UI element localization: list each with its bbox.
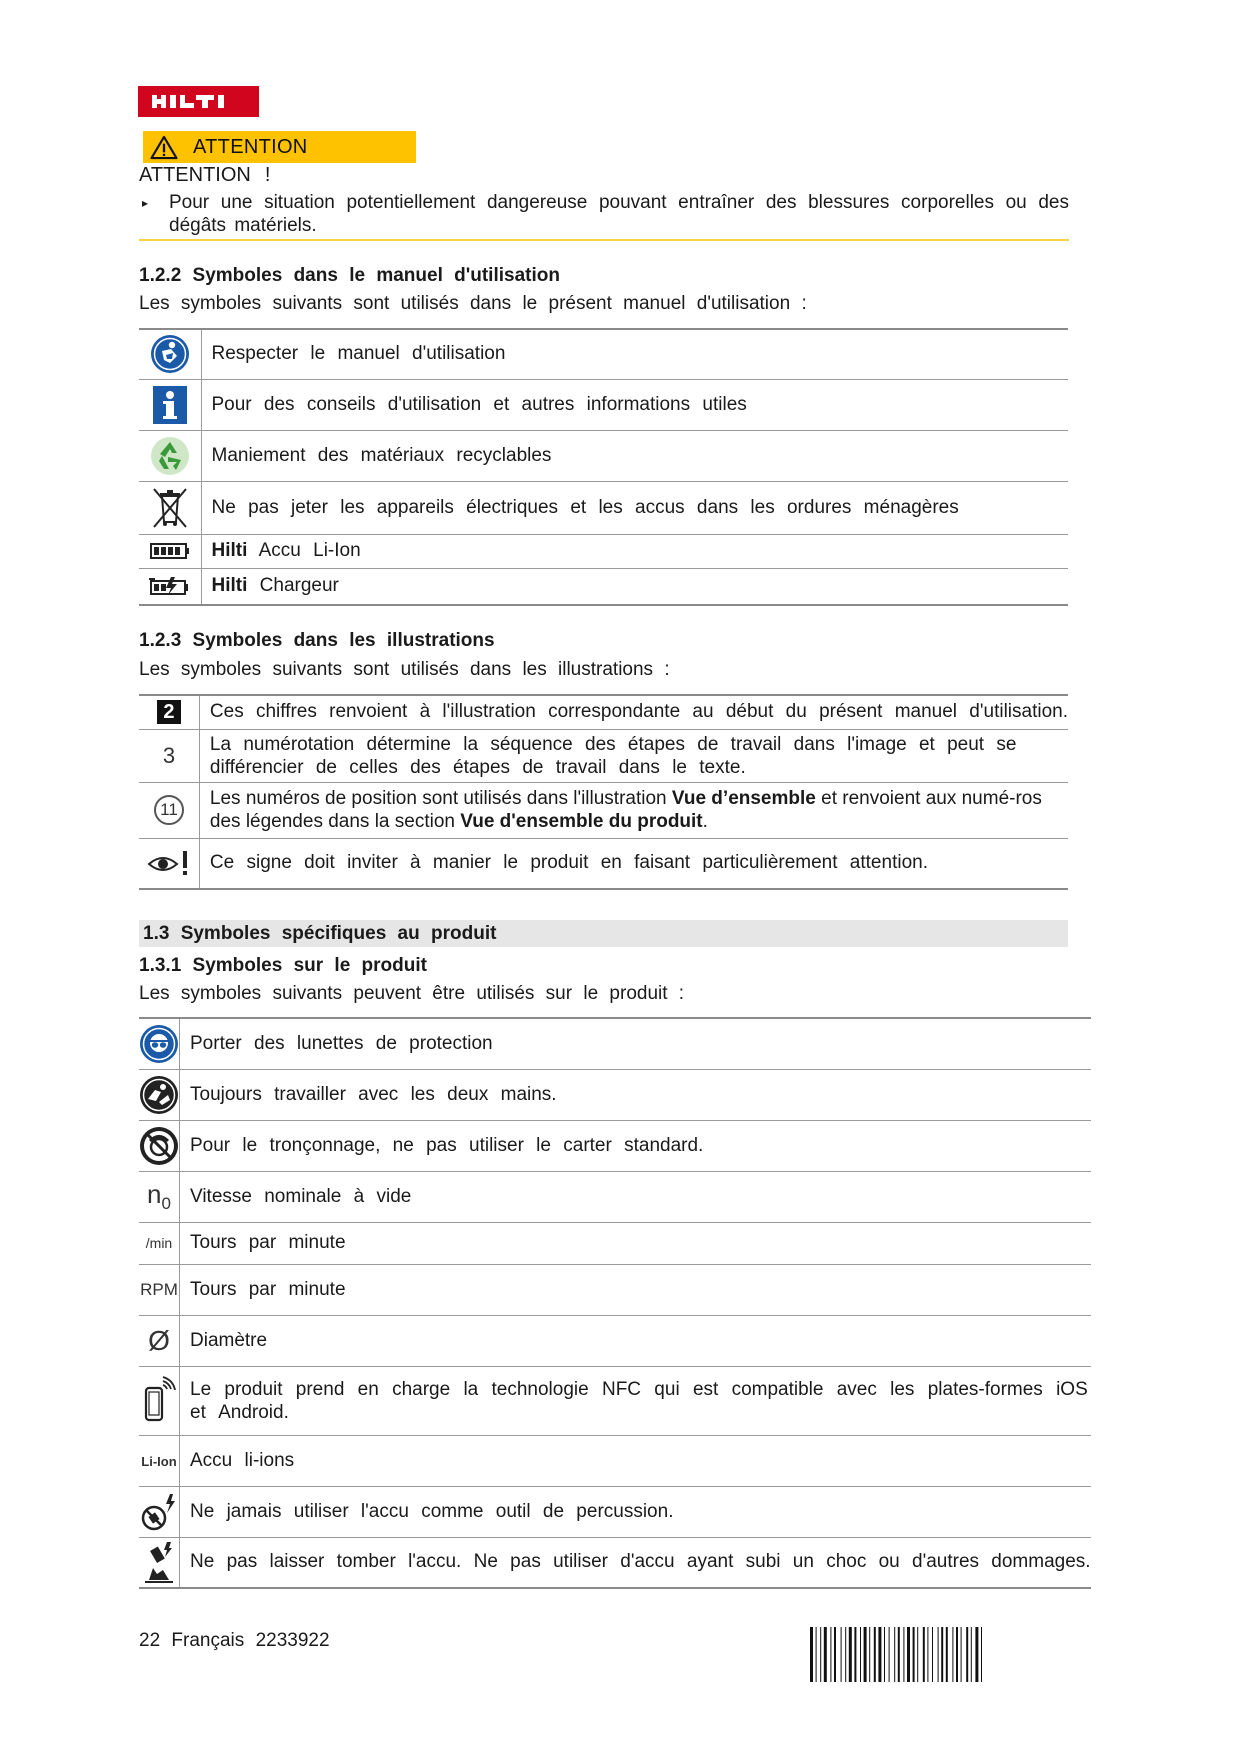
symbol-text: Ne pas jeter les appareils électriques et les accus dans les ordures ménagères xyxy=(201,481,1068,534)
attention-heading xyxy=(139,164,270,187)
brand-bold: Hilti xyxy=(211,575,248,597)
symbol-row xyxy=(139,329,1068,379)
symbol-text: Vitesse nominale à vide xyxy=(180,1171,1091,1222)
li-ion-icon: Li-Ion xyxy=(141,1453,177,1469)
no-speed-sub: 0 xyxy=(161,1194,171,1214)
no-standard-guard-icon xyxy=(139,1126,179,1166)
symbol-text-part: . xyxy=(702,811,708,832)
hilti-logo xyxy=(138,86,259,117)
symbol-text-rest: Accu Li-Ion xyxy=(258,540,361,561)
step-number-icon: 3 xyxy=(162,742,176,768)
symbol-text: La numérotation détermine la séquence des étapes de travail dans l'image et peut se différencier de celles des étapes de travail dans le texte. xyxy=(199,729,1068,782)
section-intro-1-2-3: Les symboles suivants sont utilisés dans les illustrations : xyxy=(139,659,670,680)
warning-triangle-icon xyxy=(149,135,179,160)
symbol-text: Accu li-ions xyxy=(180,1435,1091,1486)
symbol-table-illustrations xyxy=(139,694,1068,890)
symbol-text: Toujours travailler avec les deux mains. xyxy=(180,1069,1091,1120)
symbol-text: Respecter le manuel d'utilisation xyxy=(201,329,1068,379)
footer-language: Français xyxy=(171,1630,245,1651)
footer-doc-number: 2233922 xyxy=(255,1630,330,1651)
recycle-icon xyxy=(150,436,190,476)
no-speed-icon xyxy=(147,1178,171,1214)
symbol-row xyxy=(139,1222,1091,1264)
circled-number-icon: 11 xyxy=(154,795,184,825)
rpm-icon: RPM xyxy=(140,1279,178,1299)
symbol-table-manual xyxy=(139,328,1068,606)
symbol-text: Diamètre xyxy=(180,1315,1091,1366)
symbol-row xyxy=(139,729,1068,782)
symbol-row xyxy=(139,695,1068,729)
symbol-row xyxy=(139,481,1068,534)
page-footer xyxy=(139,1630,330,1652)
number-box-icon: 2 xyxy=(157,700,181,724)
attention-heading-suffix: ! xyxy=(264,164,271,186)
symbol-text: Ce signe doit inviter à manier le produit en faisant particulièrement attention. xyxy=(199,838,1068,889)
bullet-marker: ▸ xyxy=(142,196,149,210)
two-hands-icon xyxy=(139,1075,179,1115)
symbol-text: Ne pas laisser tomber l'accu. Ne pas utiliser d'accu ayant subi un choc ou d'autres dommages. xyxy=(180,1537,1091,1588)
brand-bold: Hilti xyxy=(211,540,248,561)
symbol-text xyxy=(199,782,1068,838)
manual-icon xyxy=(150,334,190,374)
no-hammer-battery-icon xyxy=(139,1491,179,1533)
symbol-text-part: Les numéros de position sont utilisés dans l'illustration xyxy=(209,788,672,809)
section-heading-1-3: 1.3 Symboles spécifiques au produit xyxy=(139,920,1068,947)
symbol-row xyxy=(139,782,1068,838)
attention-bullet xyxy=(139,191,1069,237)
symbol-row xyxy=(139,1537,1091,1588)
attention-divider xyxy=(139,239,1069,241)
nfc-phone-icon xyxy=(139,1375,179,1427)
section-intro-1-2-2: Les symboles suivants sont utilisés dans le présent manuel d'utilisation : xyxy=(139,293,807,314)
attention-banner xyxy=(143,131,416,163)
symbol-row xyxy=(139,568,1068,605)
symbol-text: Pour le tronçonnage, ne pas utiliser le carter standard. xyxy=(180,1120,1091,1171)
attention-heading-text: ATTENTION xyxy=(139,164,251,186)
diameter-icon: Ø xyxy=(148,1324,170,1356)
crossed-bin-icon xyxy=(150,486,190,530)
symbol-row xyxy=(139,1315,1091,1366)
symbol-text: Tours par minute xyxy=(180,1222,1091,1264)
symbol-text: Ne jamais utiliser l'accu comme outil de percussion. xyxy=(180,1486,1091,1537)
symbol-row xyxy=(139,1171,1091,1222)
info-icon xyxy=(152,385,188,425)
barcode xyxy=(808,1627,1066,1682)
section-intro-1-3-1: Les symboles suivants peuvent être utilisés sur le produit : xyxy=(139,983,685,1004)
symbol-text xyxy=(201,568,1068,605)
section-heading-1-2-3: 1.2.3 Symboles dans les illustrations xyxy=(139,630,495,651)
drop-battery-icon xyxy=(139,1540,179,1584)
symbol-row xyxy=(139,379,1068,430)
symbol-text-bold: Vue d’ensemble xyxy=(671,788,816,809)
symbol-text-part: et renvoient aux numé-ros des légendes dans la section xyxy=(209,788,1042,832)
symbol-row xyxy=(139,838,1068,889)
symbol-text: Porter des lunettes de protection xyxy=(180,1018,1091,1069)
symbol-text: Maniement des matériaux recyclables xyxy=(201,430,1068,481)
attention-banner-label: ATTENTION xyxy=(193,135,308,158)
symbol-row xyxy=(139,1120,1091,1171)
symbol-row xyxy=(139,1264,1091,1315)
symbol-text-bold: Vue d'ensemble du produit xyxy=(460,811,703,832)
symbol-row xyxy=(139,1366,1091,1435)
section-heading-1-3-1: 1.3.1 Symboles sur le produit xyxy=(139,955,427,976)
page-number: 22 xyxy=(139,1630,161,1651)
symbol-row xyxy=(139,1435,1091,1486)
section-heading-1-2-2: 1.2.2 Symboles dans le manuel d'utilisation xyxy=(139,265,560,286)
symbol-row xyxy=(139,430,1068,481)
symbol-row xyxy=(139,1486,1091,1537)
symbol-text: Tours par minute xyxy=(180,1264,1091,1315)
no-speed-letter: n xyxy=(147,1178,162,1209)
symbol-row xyxy=(139,1069,1091,1120)
symbol-text-rest: Chargeur xyxy=(259,575,339,597)
per-minute-icon: /min xyxy=(145,1235,173,1251)
eye-attention-icon xyxy=(147,849,191,877)
symbol-text xyxy=(201,534,1068,568)
charger-icon xyxy=(149,576,191,596)
symbol-row xyxy=(139,1018,1091,1069)
symbol-text: Pour des conseils d'utilisation et autres informations utiles xyxy=(201,379,1068,430)
symbol-text: Ces chiffres renvoient à l'illustration correspondante au début du présent manuel d'utilisation. xyxy=(199,695,1068,729)
battery-icon xyxy=(150,543,190,559)
attention-bullet-text: Pour une situation potentiellement dangereuse pouvant entraîner des blessures corporelles ou des dégâts matériels. xyxy=(169,192,1069,236)
symbol-text: Le produit prend en charge la technologie NFC qui est compatible avec les plates-formes iOS et Android. xyxy=(180,1366,1091,1435)
symbol-row xyxy=(139,534,1068,568)
symbol-table-product xyxy=(139,1017,1091,1589)
goggles-icon xyxy=(139,1024,179,1064)
